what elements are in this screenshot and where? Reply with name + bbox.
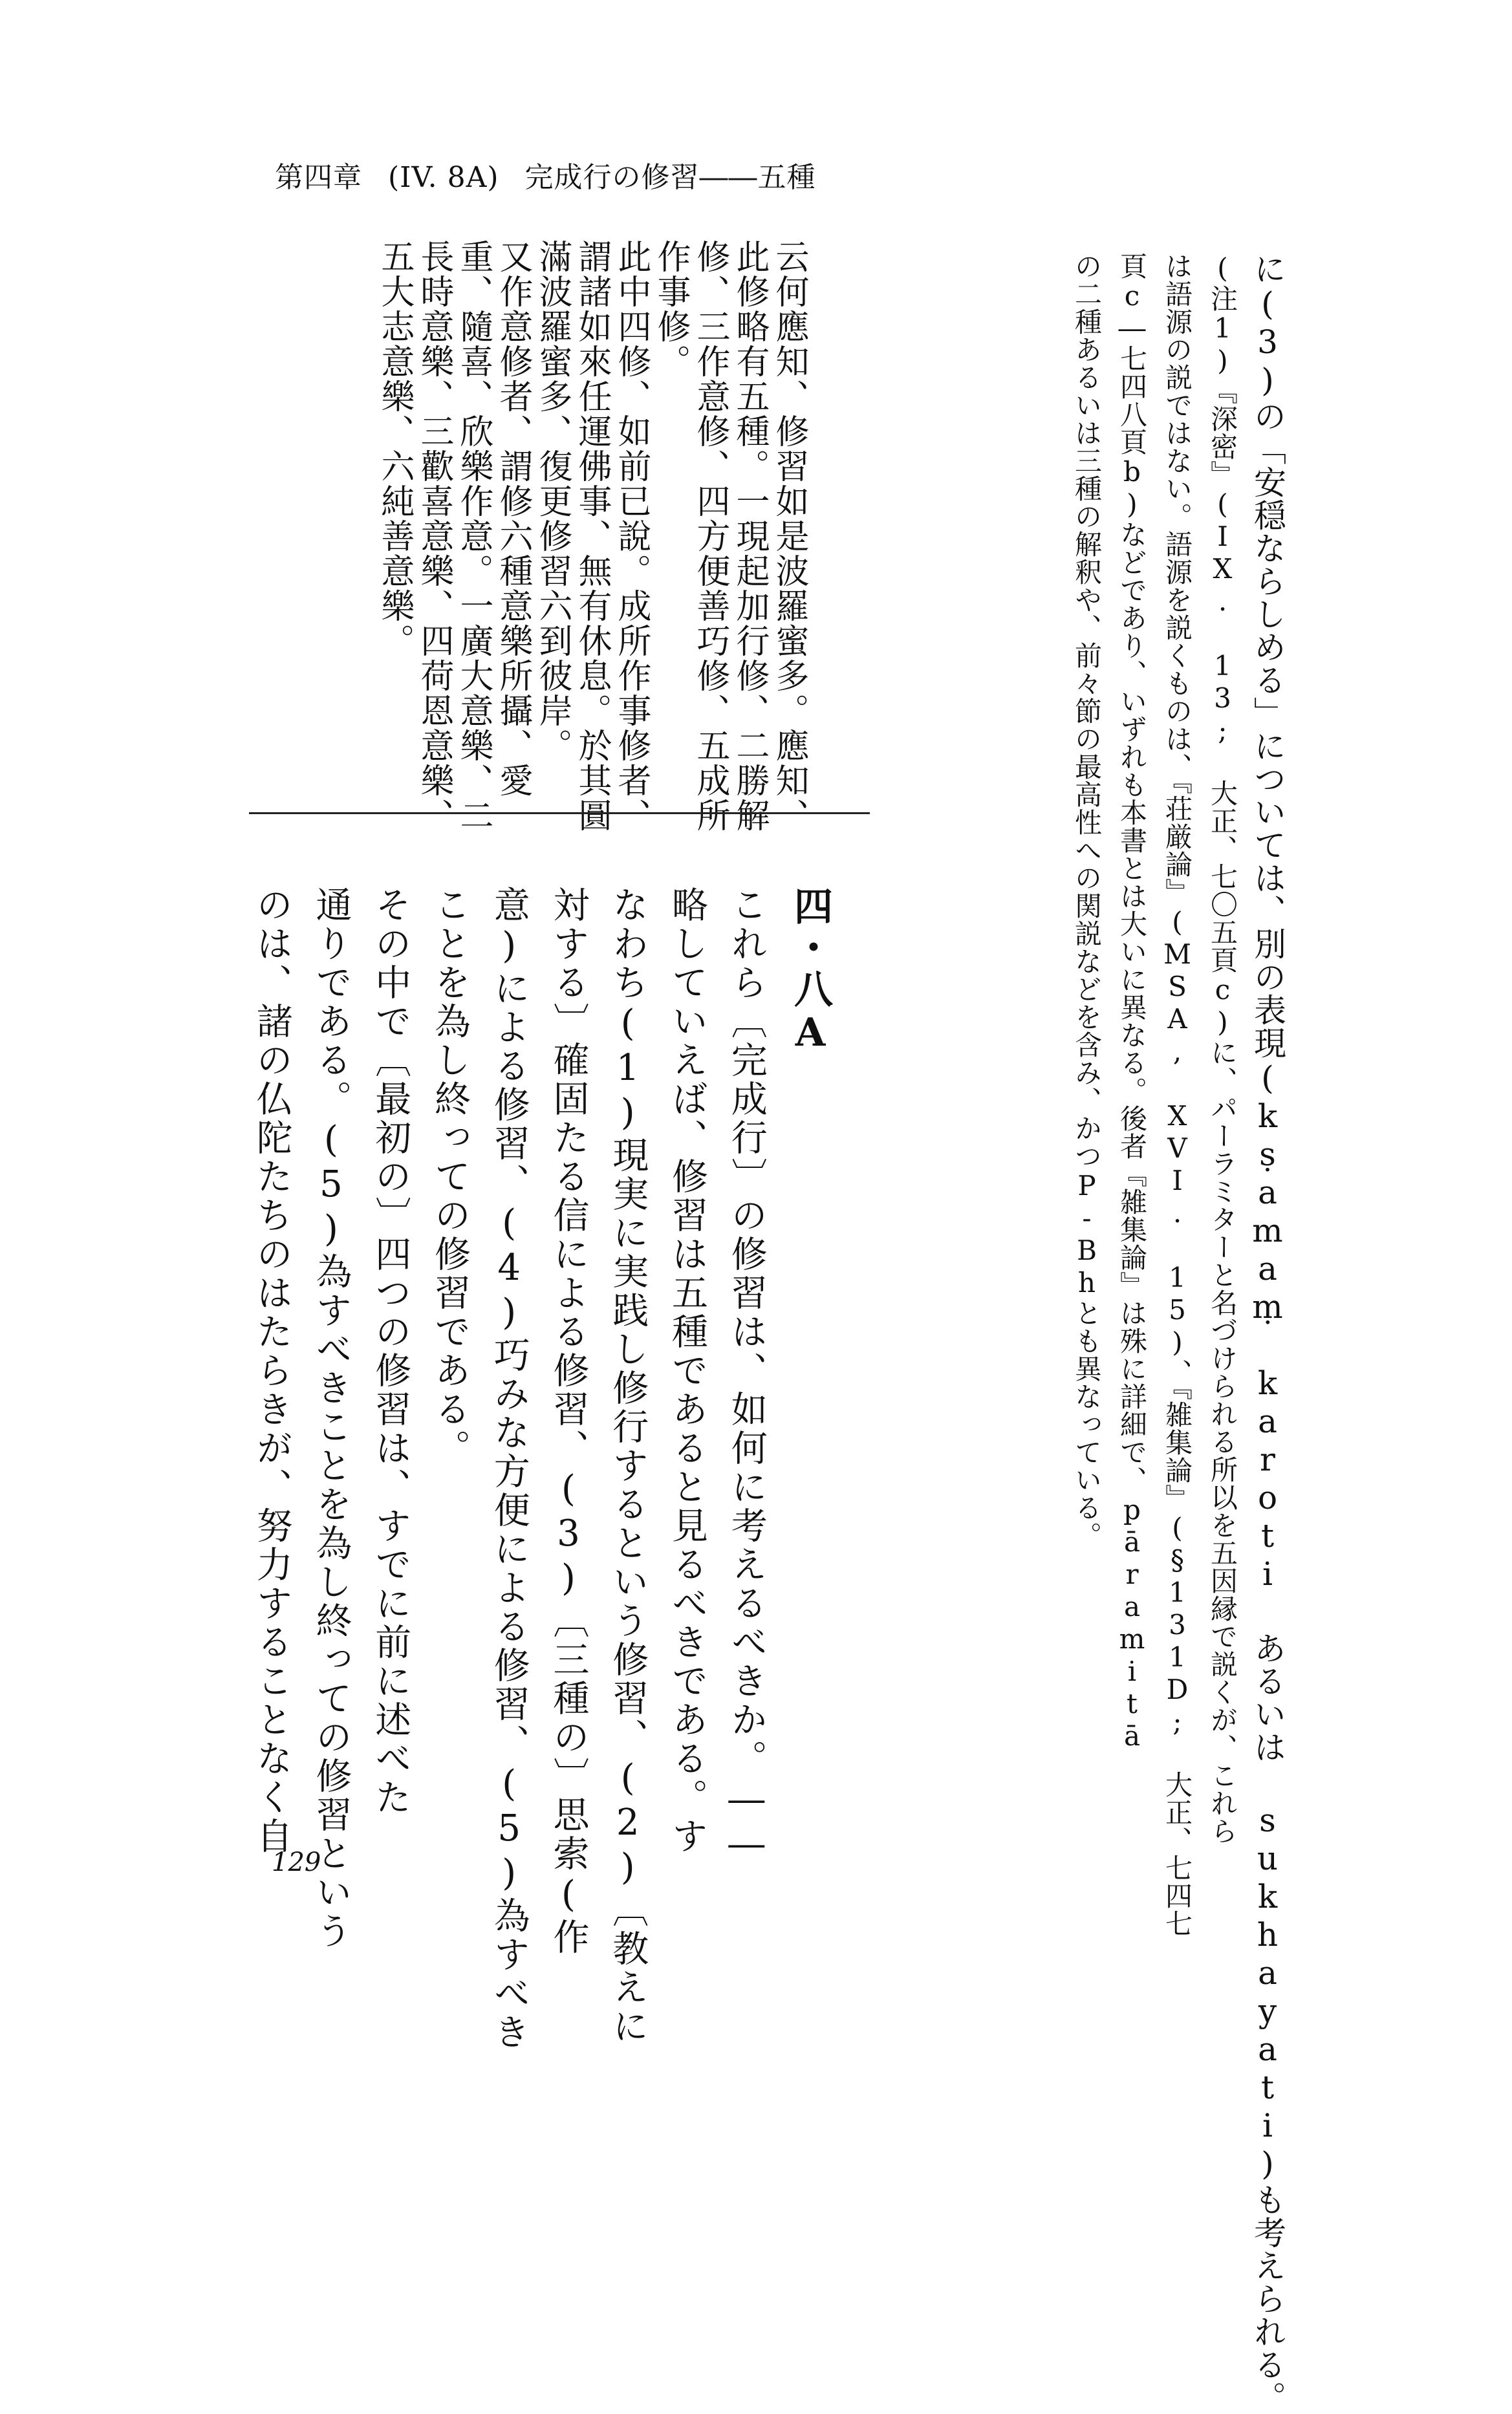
note-line: は語源の説ではない。語源を説くものは、『荘厳論』(MSA, XVI. 15)、『雑集論』(§131D; 大正、七四七 [1161, 252, 1193, 1937]
quote-line: 此中四修、如前已說。成所作事修者、 [612, 239, 651, 833]
note-line: に(3)の「安穏ならしめる」については、別の表現(kṣamaṃ karoti あるいは sukhayati)も考えられる。 [1249, 252, 1286, 2414]
main-line: これら〔完成行〕の修習は、如何に考えるべきか。―― [725, 886, 768, 1868]
quote-line: 又作意修者、謂修六種意樂所攝、愛 [493, 239, 532, 798]
quote-line: 重、隨喜、欣樂作意。一廣大意樂、二 [454, 239, 493, 833]
quote-line: 謂諸如來任運佛事、無有休息。於其圓 [572, 239, 611, 833]
note-line: の二種あるいは三種の解釈や、前々節の最高性への関説などを含み、かつP-Bhとも異なっている。 [1071, 252, 1103, 1549]
main-line: 対する〕確固たる信による修習、(3)〔三種の〕思索(作 [547, 886, 590, 1957]
main-line: 略していえば、修習は五種であると見るべきである。す [665, 886, 708, 1856]
section-title: 完成行の修習――五種 [524, 161, 816, 194]
note-line: (注1)『深密』(IX. 13; 大正、七〇五頁c)に、パーラミターと名づけられる所以を五因縁で説くが、これら [1207, 252, 1238, 1845]
quote-line: 此修略有五種。一現起加行修、二勝解 [730, 239, 769, 833]
running-header [275, 158, 1180, 204]
chapter-label: 第四章 [275, 161, 362, 194]
quote-line: 滿波羅蜜多、復更修習六到彼岸。 [533, 239, 572, 763]
quote-line: 云何應知、修習如是波羅蜜多。應知、 [770, 239, 808, 833]
quote-line: 修、三作意修、四方便善巧修、五成所 [691, 239, 729, 833]
section-label: (IV. 8A) [388, 161, 499, 194]
main-line: 通りである。(5)為すべきことを為し終っての修習という [310, 886, 352, 1951]
main-text [233, 886, 833, 2052]
main-line: その中で〔最初の〕四つの修習は、すでに前に述べた [369, 886, 412, 1817]
main-line: ことを為し終っての修習である。 [428, 886, 471, 1468]
main-line: なわち(1)現実に実践し修行するという修習、(2)〔教えに [607, 886, 649, 2046]
classical-quotation [272, 239, 808, 833]
page-number: 129 [272, 1848, 321, 1877]
separator-rule [249, 812, 870, 814]
note-line: 頁c―七四八頁b)などであり、いずれも本書とは大いに異なる。後者『雑集論』は殊に詳細で、pāramitā [1116, 252, 1148, 1752]
main-line: のは、諸の仏陀たちのはたらきが、努力することなく自 [250, 886, 293, 1856]
main-line: 意)による修習、(4)巧みな方便による修習、(5)為すべき [488, 886, 530, 2052]
quote-line: 五大志意樂、六純善意樂。 [375, 239, 414, 658]
quote-line: 長時意樂、三歡喜意樂、四荷恩意樂、 [415, 239, 453, 833]
notes-block [986, 252, 1286, 2414]
section-heading: 四・八A [788, 886, 833, 1058]
quote-line: 作事修。 [651, 239, 690, 379]
